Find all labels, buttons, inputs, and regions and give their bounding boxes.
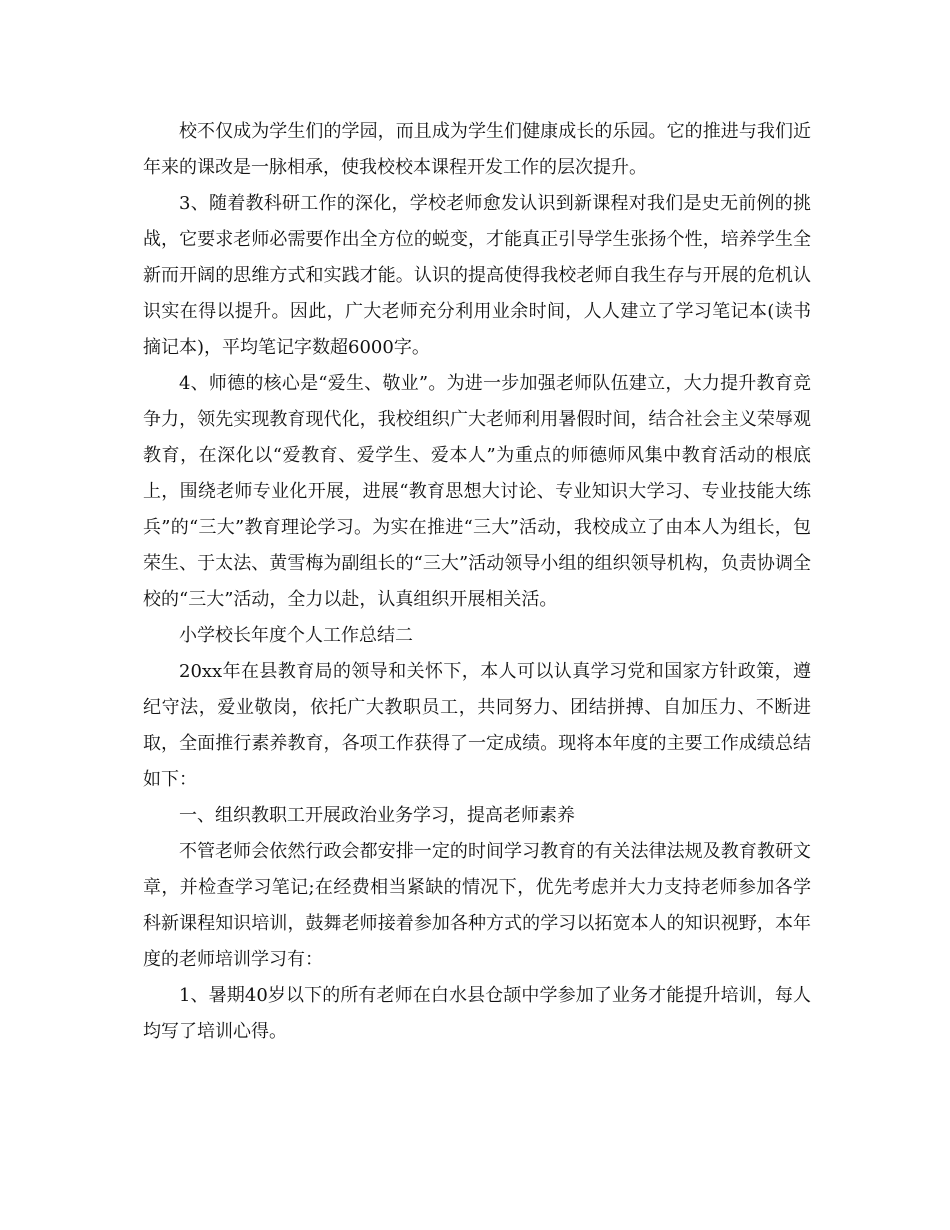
section-heading-one: 一、组织教职工开展政治业务学习，提高老师素养: [179, 805, 575, 826]
paragraph-intro: 20xx年在县教育局的领导和关怀下，本人可以认真学习党和国家方针政策，遵纪守法，爱业敬岗，依托广大教职员工，共同努力、团结拼搏、自加压力、不断进取，全面推行素养教育，各项工作获得了一定成绩。现将本年度的主要工作成绩总结如下：: [143, 661, 811, 790]
document-body: [143, 114, 811, 1050]
paragraph-training: 不管老师会依然行政会都安排一定的时间学习教育的有关法律法规及教育教研文章，并检查学习笔记;在经费相当紧缺的情况下，优先考虑并大力支持老师参加各学科新课程知识培训，鼓舞老师接着参加各种方式的学习以拓宽本人的知识视野，本年度的老师培训学习有：: [143, 841, 811, 970]
section-title-summary-two: 小学校长年度个人工作总结二: [179, 625, 413, 646]
paragraph-school-park: 校不仅成为学生们的学园，而且成为学生们健康成长的乐园。它的推进与我们近年来的课改是一脉相承，使我校校本课程开发工作的层次提升。: [143, 121, 811, 178]
paragraph-item-3: 3、随着教科研工作的深化，学校老师愈发认识到新课程对我们是史无前例的挑战，它要求老师必需要作出全方位的蜕变，才能真正引导学生张扬个性，培养学生全新而开阔的思维方式和实践才能。认识的提高使得我校老师自我生存与开展的危机认识实在得以提升。因此，广大老师充分利用业余时间，人人建立了学习笔记本(读书摘记本)，平均笔记字数超6000字。: [143, 193, 811, 358]
paragraph-item-4: 4、师德的核心是“爱生、敬业”。为进一步加强老师队伍建立，大力提升教育竞争力，领先实现教育现代化，我校组织广大老师利用暑假时间，结合社会主义荣辱观教育，在深化以“爱教育、爱学生、爱本人”为重点的师德师风集中教育活动的根底上，围绕老师专业化开展，进展“教育思想大讨论、专业知识大学习、专业技能大练兵”的“三大”教育理论学习。为实在推进“三大”活动，我校成立了由本人为组长，包荣生、于太法、黄雪梅为副组长的“三大”活动领导小组的组织领导机构，负责协调全校的“三大”活动，全力以赴，认真组织开展相关活。: [143, 373, 811, 610]
paragraph-training-item-1: 1、暑期40岁以下的所有老师在白水县仓颉中学参加了业务才能提升培训，每人均写了培训心得。: [143, 985, 811, 1042]
